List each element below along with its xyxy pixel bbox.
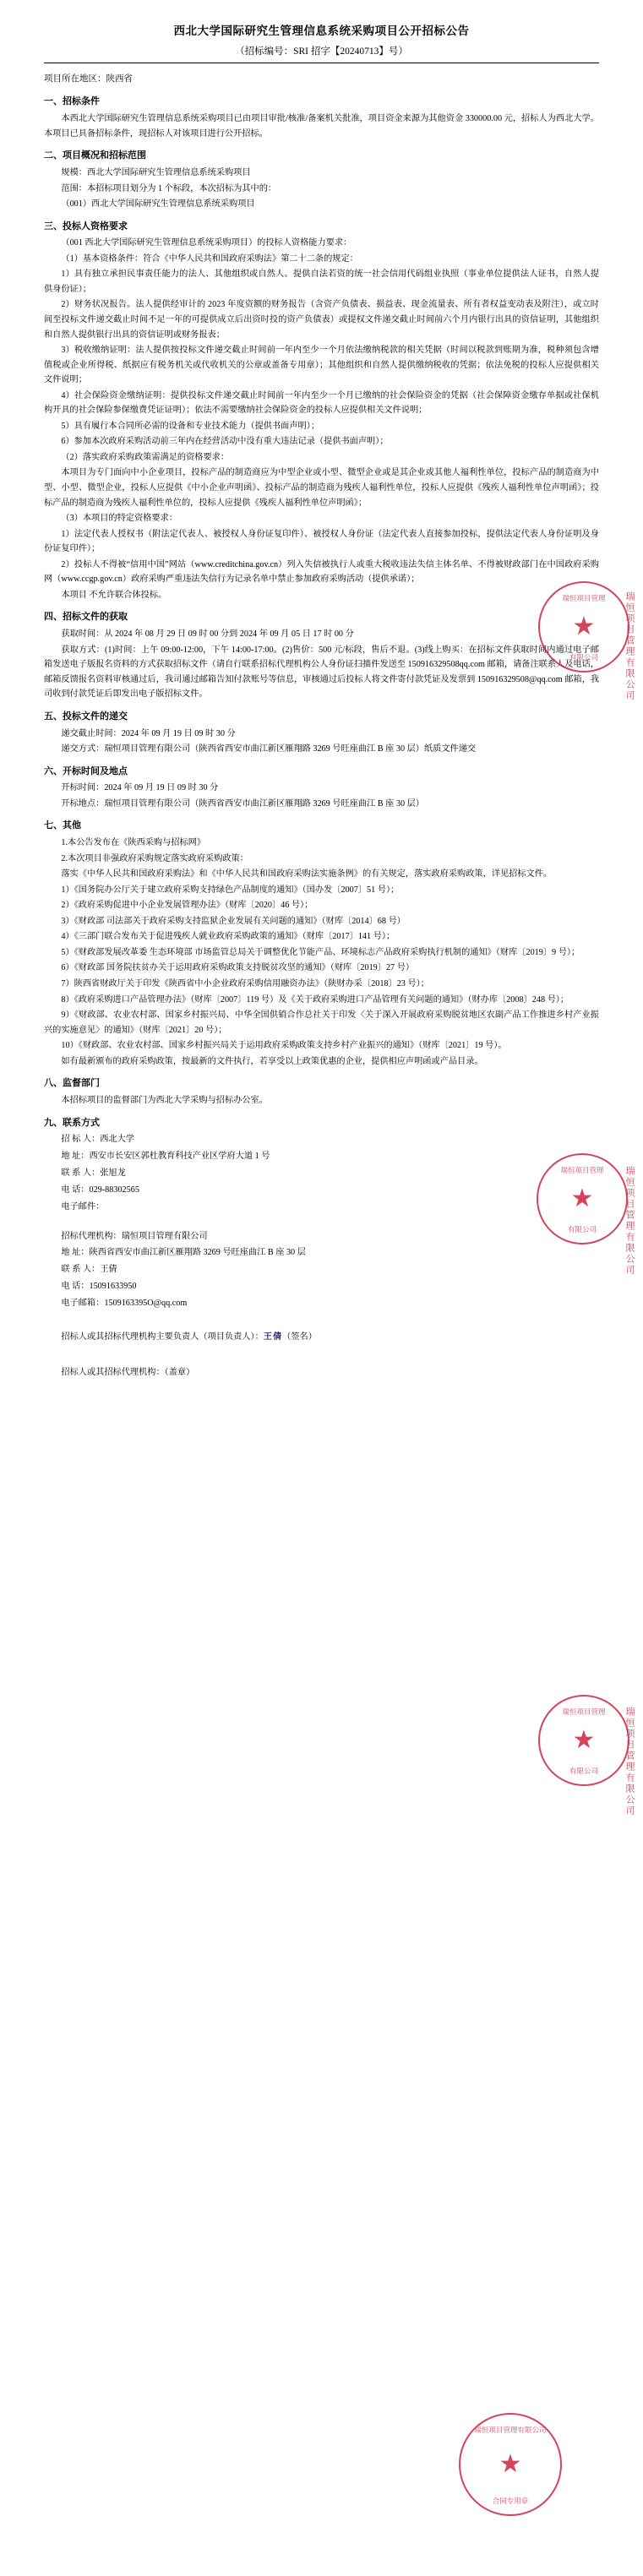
section-paragraph: 递交方式：瑞恒项目管理有限公司（陕西省西安市曲江新区雁翔路 3269 号旺座曲江 B 座 30 层）纸质文件递交 bbox=[61, 744, 477, 754]
section-paragraph: 10）《财政部、农业农村部、国家乡村振兴局关于运用政府采购政策支持乡村产业振兴的通知》（财库〔2021〕19 号）。 bbox=[61, 1041, 507, 1051]
page-subtitle: （招标编号：SRI 招字【20240713】号） bbox=[235, 46, 408, 57]
section-paragraph: 如有最新颁布的政府采购政策，按最新的文件执行，若享受以上政策优惠的企业，提供相应声明函或产品目录。 bbox=[61, 1056, 483, 1066]
section-heading-conditions: 一、招标条件 bbox=[44, 96, 100, 107]
tenderer-name: 招 标 人：西北大学 bbox=[61, 1135, 134, 1145]
section-heading-contact: 九、联系方式 bbox=[44, 1117, 100, 1128]
agent-contact-block bbox=[44, 1229, 599, 1312]
agent-name: 招标代理机构：瑞恒项目管理有限公司 bbox=[61, 1231, 208, 1241]
stamp-top-text: 瑞恒项目管理 bbox=[562, 1707, 606, 1716]
stamp-top-text: 瑞恒项目管理有限公司 bbox=[474, 2426, 547, 2434]
section-paragraph: 获取方式：(1)时间：上午 09:00-12:00，下午 14:00-17:00。(2)售价：500 元/标段，售后不退。(3)线上购买：在招标文件获取时间内通过电子邮箱发送电子版报名资料的方式获取招标文件（请自行联系招标代理机构公人身份证扫描件发送至 150916329508qq.com 邮箱，请备注联系人及电话，邮箱反馈报名资料审核通过后，我司通过邮箱告知付款账号等信息，审核通过后投标人将文件寄付款凭证及发票到 150916329508@qq.com 邮箱，我司收到付款凭证后即发出电子版招标文件。 bbox=[44, 645, 599, 700]
section-paragraph: 3）税收缴纳证明：法人提供按投标文件递交截止时间前一年内至少一个月依法缴纳税款的相关凭据（时间以税款到账期为准，税种须包含增值税或企业所得税、纸据应有税务机关或代收机关的公章或盖备专用章）；其他组织和自然人提供缴纳税收的凭据；依法免税的投标人应提供相关文件说明； bbox=[44, 346, 599, 385]
section-paragraph: 2）投标人不得被“信用中国”网站（www.creditchina.gov.cn）列入失信被执行人或重大税收违法失信主体名单、不得被财政部门在中国政府采购网（www.ccgp.gov.cn）政府采购严重违法失信行为记录名单中禁止参加政府采购活动（提供承诺）； bbox=[44, 559, 599, 585]
agent-address: 地 址：陕西省西安市曲江新区雁翔路 3269 号旺座曲江 B 座 30 层 bbox=[61, 1248, 306, 1258]
section-paragraph: 开标地点：瑞恒项目管理有限公司（陕西省西安市曲江新区雁翔路 3269 号旺座曲江 B 座 30 层） bbox=[61, 798, 424, 809]
tenderer-email: 电子邮件： bbox=[61, 1201, 105, 1212]
star-icon: ★ bbox=[572, 1726, 596, 1754]
section-paragraph: 6）《财政部 国务院扶贫办关于运用政府采购政策支持脱贫攻坚的通知》（财库〔2019〕27 号） bbox=[61, 963, 415, 973]
section-heading-qualification: 三、投标人资格要求 bbox=[44, 221, 128, 231]
section-heading-document-acquisition: 四、招标文件的获取 bbox=[44, 612, 128, 623]
agent-email: 电子邮箱：1509163395O@qq.com bbox=[61, 1299, 188, 1309]
section-paragraph: 递交截止时间：2024 年 09 月 19 日 09 时 30 分 bbox=[61, 728, 236, 738]
section-paragraph: 本项目为专门面向中小企业项目，投标产品的制造商应为中型企业或小型、微型企业或是其企业或其他人福利性单位，投标产品的制造商为中型、小型、微型企业，投标人应提供《中小企业声明函》、投标产品的制造商为残疾人福利性单位，投标人应提供《残疾人福利性单位声明函》；投标产品的制造商为残疾人福利性单位的，投标人应提供《残疾人福利性单位声明函》； bbox=[44, 468, 599, 508]
section-paragraph: 落实《中华人民共和国政府采购法》和《中华人民共和国政府采购法实施条例》的有关规定，落实政府采购政策，详见招标文件。 bbox=[61, 869, 553, 880]
section-paragraph: 开标时间：2024 年 09 月 19 日 09 时 30 分 bbox=[61, 783, 219, 793]
section-paragraph: 本项目 不允许联合体投标。 bbox=[61, 590, 167, 600]
section-paragraph: 5）具有履行本合同所必需的设备和专业技术能力（提供书面声明）； bbox=[61, 421, 320, 431]
stamp-top-text: 瑞恒项目管理 bbox=[562, 594, 606, 602]
section-heading-supervision: 八、监督部门 bbox=[44, 1078, 100, 1089]
side-seal-text: 瑞恒项目管理有限公司 bbox=[624, 1707, 635, 1816]
stamp-bottom-text: 有限公司 bbox=[567, 1225, 597, 1234]
section-paragraph: 范围：本招标项目划分为 1 个标段，本次招标为其中的： bbox=[61, 183, 277, 193]
agent-person: 联 系 人：王倩 bbox=[61, 1265, 117, 1275]
page-title: 西北大学国际研究生管理信息系统采购项目公开招标公告 bbox=[173, 25, 470, 37]
stamp-bottom-text: 有限公司 bbox=[569, 1767, 598, 1775]
section-paragraph: （001 西北大学国际研究生管理信息系统采购项目）的投标人资格能力要求： bbox=[61, 238, 352, 248]
section-paragraph: 5）《财政部发展改革委 生态环境部 市场监管总局关于调整优化节能产品、环境标志产品政府采购执行机制的通知》（财库〔2019〕9 号）； bbox=[61, 947, 580, 957]
tenderer-address: 地 址：西安市长安区郭杜教育科技产业区学府大道 1 号 bbox=[61, 1152, 270, 1162]
signature-org-row bbox=[44, 1363, 599, 1383]
star-icon: ★ bbox=[570, 1185, 594, 1212]
stamp-bottom-text: 有限公司 bbox=[569, 653, 598, 662]
side-seal-text: 瑞恒项目管理有限公司 bbox=[624, 1166, 635, 1276]
section-paragraph: 4）《三部门联合发布关于促进残疾人就业政府采购政策的通知》（财库〔2017〕141 号）； bbox=[61, 932, 395, 942]
section-paragraph: 1）具有独立承担民事责任能力的法人、其他组织或自然人。提供自法若资的统一社会信用代码组业执照（事业单位提供法人证书，自然人提供身份证）； bbox=[44, 270, 599, 294]
tenderer-person: 联 系 人：张旭龙 bbox=[61, 1168, 126, 1178]
stamp-top-text: 瑞恒项目管理 bbox=[560, 1166, 604, 1174]
star-icon: ★ bbox=[499, 2450, 522, 2478]
section-paragraph: 1）《国务院办公厅关于建立政府采购支持绿色产品制度的通知》（国办发〔2007〕51 号）； bbox=[61, 885, 400, 895]
stamp-bottom-text: 合同专用章 bbox=[492, 2497, 529, 2505]
section-heading-other: 七、其他 bbox=[44, 820, 81, 831]
signature-person-label: 招标人或其招标代理机构主要负责人（项目负责人）： bbox=[61, 1332, 264, 1342]
contract-seal-stamp bbox=[459, 2413, 562, 2516]
section-paragraph: 3）《财政部 司法部关于政府采购支持监狱企业发展有关问题的通知》（财库〔2014〕68 号） bbox=[61, 916, 406, 926]
section-paragraph: 7）陕西省财政厅关于印发《陕西省中小企业政府采购信用融资办法》（陕财办采〔2018〕23 号）； bbox=[61, 979, 429, 988]
side-seal-text: 瑞恒项目管理有限公司 bbox=[624, 591, 635, 701]
section-paragraph: 2.本次项目非强政府采购规定落实政府采购政策： bbox=[61, 853, 248, 863]
signature-person-value: 王倩 bbox=[263, 1332, 283, 1342]
signature-org-label: 招标人或其招标代理机构： bbox=[61, 1368, 165, 1378]
section-paragraph: 2）财务状况报告。法人提供经审计的 2023 年度资额的财务报告（含资产负债表、损益表、现金流量表、所有者权益变动表及附注），或立时间至投标文件递交截止时间不足一年的可提供成立后出资时投的资产负债表）或提权文件递交截止时间前六个月内银行出具的资信证明，其他组织和自然人提供银行出具的资信证明或财务报表； bbox=[44, 300, 599, 340]
section-paragraph: 2）《政府采购促进中小企业发展管理办法》（财库〔2020〕46 号）； bbox=[61, 901, 313, 911]
section-heading-bid-opening: 六、开标时间及地点 bbox=[44, 765, 128, 776]
section-paragraph: 本西北大学国际研究生管理信息系统采购项目已由项目审批/核准/备案机关批准，项目资金来源为其他资金 330000.00 元，招标人为西北大学。本项目已具备招标条件，现招标人对该项目进行公开招标。 bbox=[44, 114, 599, 139]
section-paragraph: （3）本项目的特定资格要求： bbox=[61, 514, 177, 524]
star-icon: ★ bbox=[572, 613, 596, 640]
section-paragraph: 1.本公告发布在《陕西采购与招标网》 bbox=[61, 838, 206, 848]
section-paragraph: （1）基本资格条件：符合《中华人民共和国政府采购法》第二十二条的规定： bbox=[61, 253, 358, 264]
section-paragraph: 规模：西北大学国际研究生管理信息系统采购项目 bbox=[61, 167, 251, 177]
signature-org-suffix: （盖章） bbox=[164, 1368, 195, 1378]
signature-person-row bbox=[44, 1327, 599, 1348]
signature-person-suffix: （签名） bbox=[282, 1332, 317, 1342]
tenderer-phone: 电 话：029-88302565 bbox=[61, 1185, 139, 1195]
section-paragraph: 6）参加本次政府采购活动前三年内在经营活动中没有重大违法记录（提供书面声明）； bbox=[61, 437, 389, 447]
section-paragraph: 4）社会保险资金缴纳证明：提供投标文件递交截止时间前一年内至少一个月已缴纳的社会保险资金的凭据（社会保障资金缴存单据或社保机构开具的社会保险参保缴费凭证证明）；依法不需要缴纳社会保险资金的投标人应提供相关文件说明； bbox=[44, 390, 599, 416]
section-paragraph: 8）《政府采购进口产品管理办法》（财库〔2007〕119 号）及《关于政府采购进口产品管理有关问题的通知》（财办库〔2008〕248 号）； bbox=[61, 994, 569, 1005]
section-paragraph: 1）法定代表人授权书（附法定代表人、被授权人身份证复印件）、被授权人身份证（法定代表人直接参加投标，提供法定代表人身份证明及身份证复印件）； bbox=[44, 529, 599, 554]
company-seal-stamp bbox=[538, 1695, 629, 1786]
section-paragraph: 获取时间：从 2024 年 08 月 29 日 09 时 00 分到 2024 年 09 月 05 日 17 时 00 分 bbox=[61, 629, 354, 640]
section-heading-bid-submission: 五、投标文件的递交 bbox=[44, 711, 128, 722]
project-region: 项目所在地区：陕西省 bbox=[44, 74, 133, 84]
section-heading-scope: 二、项目概况和招标范围 bbox=[44, 150, 146, 161]
section-paragraph: 本招标项目的监督部门为西北大学采购与招标办公室。 bbox=[61, 1095, 268, 1105]
tenderer-contact-block bbox=[44, 1132, 599, 1215]
section-paragraph: （2）落实政府采购政策需满足的资格要求： bbox=[61, 452, 230, 462]
agent-phone: 电 话：15091633950 bbox=[61, 1282, 137, 1292]
section-paragraph: 9）《财政部、农业农村部、国家乡村振兴局、中华全国供销合作总社关于印发〈关于深入开展政府采购脱贫地区农副产品工作推进乡村产业振兴的实施意见〉的通知》（财库〔2021〕20 号）； bbox=[44, 1010, 599, 1035]
section-paragraph: （001）西北大学国际研究生管理信息系统采购项目 bbox=[61, 199, 255, 210]
